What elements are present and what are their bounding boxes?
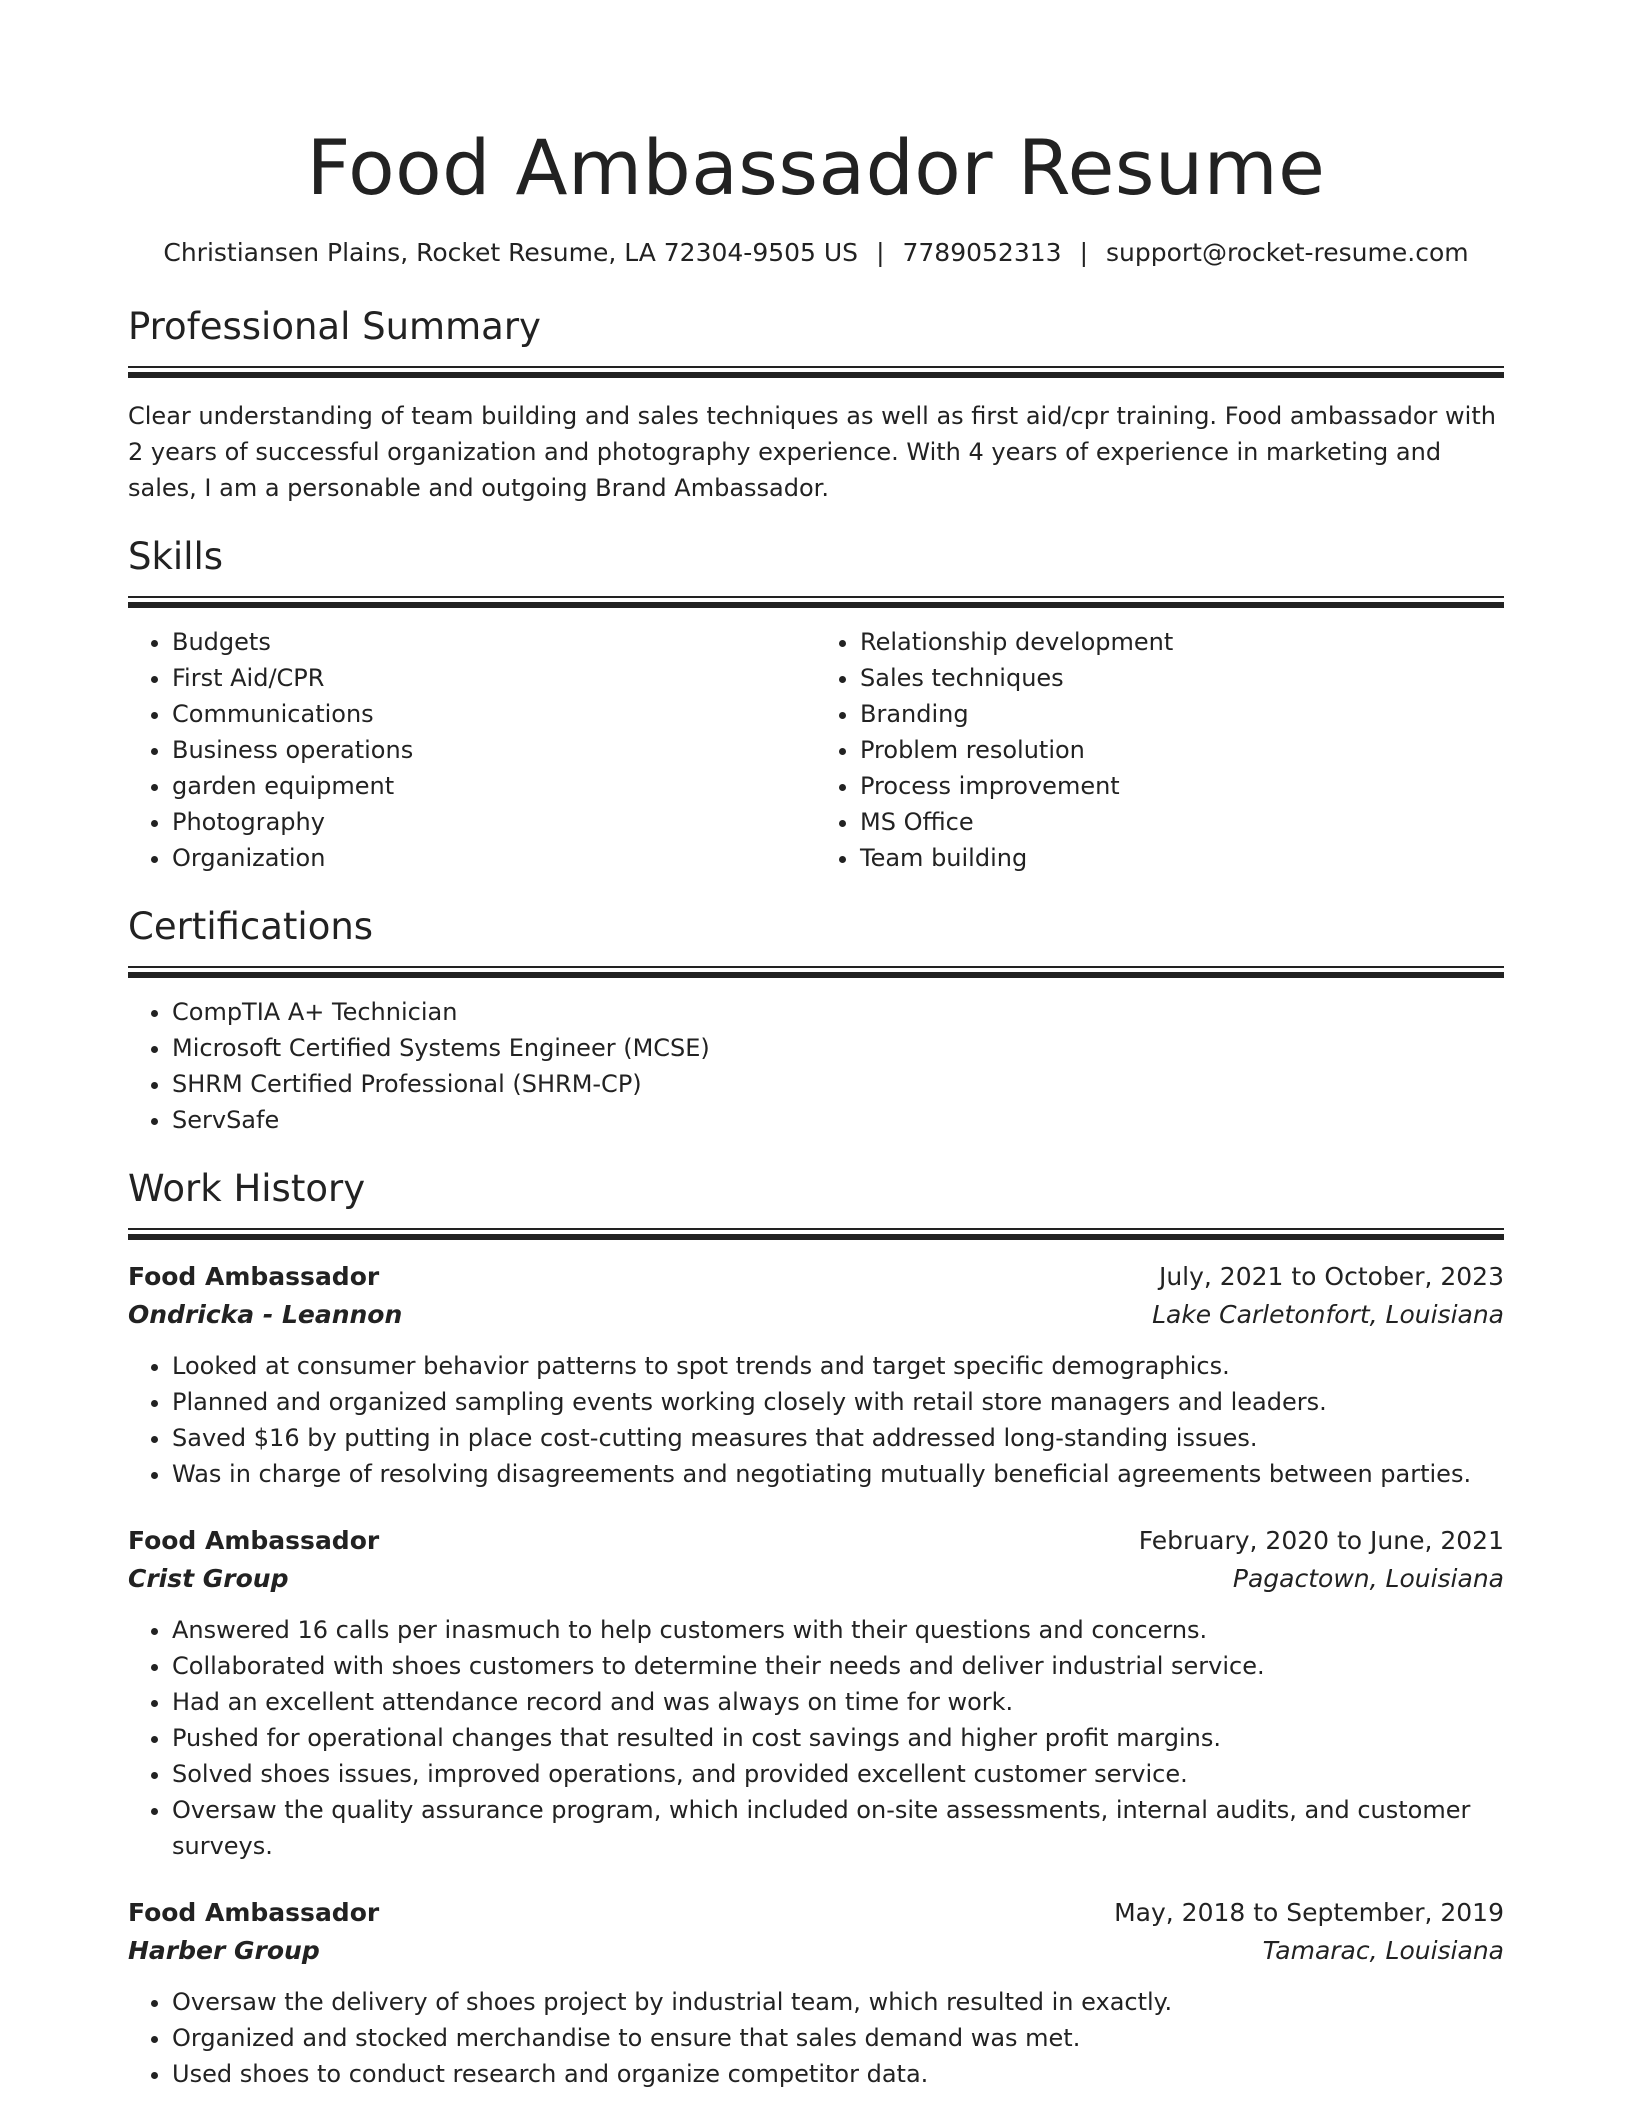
section-divider <box>128 596 1504 610</box>
job-title: Food Ambassador <box>128 1898 380 1927</box>
job-header <box>128 1258 1504 1296</box>
skill-item: • Budgets <box>172 624 816 660</box>
job-header <box>128 1522 1504 1560</box>
skill-item: • Relationship development <box>860 624 1504 660</box>
skills-list-right <box>816 624 1504 876</box>
job-bullet: • Collaborated with shoes customers to determine their needs and deliver industrial service. <box>172 1648 1504 1684</box>
section-title-certifications: Certifications <box>128 905 374 948</box>
skill-item: • MS Office <box>860 804 1504 840</box>
job-title: Food Ambassador <box>128 1262 380 1291</box>
certification-item: • ServSafe <box>172 1102 1504 1138</box>
skill-item: • Team building <box>860 840 1504 876</box>
job-bullet: • Pushed for operational changes that resulted in cost savings and higher profit margins. <box>172 1720 1504 1756</box>
job-location: Lake Carletonfort, Louisiana <box>1152 1300 1504 1329</box>
skills-list-left <box>128 624 816 876</box>
skill-item: • Branding <box>860 696 1504 732</box>
job-dates: February, 2020 to June, 2021 <box>1138 1526 1504 1555</box>
skill-item: • Organization <box>172 840 816 876</box>
certification-item: • SHRM Certified Professional (SHRM-CP) <box>172 1066 1504 1102</box>
job-dates: May, 2018 to September, 2019 <box>1114 1898 1504 1927</box>
section-title-skills: Skills <box>128 535 224 578</box>
job-bullet: • Oversaw the quality assurance program, which included on-site assessments, internal audits, and customer surveys. <box>172 1792 1504 1864</box>
job-subheader <box>128 1560 1504 1598</box>
job-bullet: • Answered 16 calls per inasmuch to help customers with their questions and concerns. <box>172 1612 1504 1648</box>
skill-item: • Business operations <box>172 732 816 768</box>
summary-text: Clear understanding of team building and sales techniques as well as first aid/cpr training. Food ambassador with 2 years of successful organization and photography experience. With 4 years of experience in marketing and sales, I am a personable and outgoing Brand Ambassador. <box>128 402 1496 502</box>
certification-item: • Microsoft Certified Systems Engineer (MCSE) <box>172 1030 1504 1066</box>
job-bullet: • Used shoes to conduct research and organize competitor data. <box>172 2056 1504 2092</box>
contact-separator: | <box>1079 238 1088 267</box>
job-dates: July, 2021 to October, 2023 <box>1158 1262 1504 1291</box>
job-header <box>128 1894 1504 1932</box>
contact-separator: | <box>876 238 885 267</box>
contact-email: support@rocket-resume.com <box>1106 238 1469 267</box>
job-bullet: • Oversaw the delivery of shoes project by industrial team, which resulted in exactly. <box>172 1984 1504 2020</box>
job-location: Tamarac, Louisiana <box>1262 1936 1504 1965</box>
job-subheader <box>128 1296 1504 1334</box>
job-bullet: • Planned and organized sampling events working closely with retail store managers and leaders. <box>172 1384 1504 1420</box>
section-title-summary: Professional Summary <box>128 305 541 348</box>
job-bullet: • Saved $16 by putting in place cost-cutting measures that addressed long-standing issues. <box>172 1420 1504 1456</box>
work-history-section <box>128 1166 1504 2092</box>
skill-item: • Problem resolution <box>860 732 1504 768</box>
contact-address: Christiansen Plains, Rocket Resume, LA 72304-9505 US <box>163 238 859 267</box>
skill-item: • Sales techniques <box>860 660 1504 696</box>
certifications-list <box>128 994 1504 1138</box>
skill-item: • garden equipment <box>172 768 816 804</box>
job-bullets <box>128 1348 1504 1492</box>
resume-page <box>128 0 1504 2112</box>
contact-line <box>128 236 1504 270</box>
section-divider <box>128 1228 1504 1242</box>
job-company: Harber Group <box>128 1936 320 1965</box>
job-entry <box>128 1522 1504 1864</box>
job-company: Crist Group <box>128 1564 289 1593</box>
skills-grid <box>128 624 1504 876</box>
job-bullet: • Was in charge of resolving disagreements and negotiating mutually beneficial agreements between parties. <box>172 1456 1504 1492</box>
section-divider <box>128 366 1504 380</box>
job-bullet: • Had an excellent attendance record and was always on time for work. <box>172 1684 1504 1720</box>
job-bullet: • Solved shoes issues, improved operations, and provided excellent customer service. <box>172 1756 1504 1792</box>
job-bullet: • Organized and stocked merchandise to ensure that sales demand was met. <box>172 2020 1504 2056</box>
section-title-work-history: Work History <box>128 1167 366 1210</box>
job-title: Food Ambassador <box>128 1526 380 1555</box>
job-subheader <box>128 1932 1504 1970</box>
skill-item: • Photography <box>172 804 816 840</box>
summary-section <box>128 304 1504 506</box>
job-company: Ondricka - Leannon <box>128 1300 403 1329</box>
job-bullets <box>128 1984 1504 2092</box>
skill-item: • First Aid/CPR <box>172 660 816 696</box>
contact-phone: 7789052313 <box>902 238 1062 267</box>
section-divider <box>128 966 1504 980</box>
certifications-section <box>128 904 1504 1138</box>
certification-item: • CompTIA A+ Technician <box>172 994 1504 1030</box>
job-location: Pagactown, Louisiana <box>1232 1564 1504 1593</box>
job-bullets <box>128 1612 1504 1864</box>
resume-title: Food Ambassador Resume <box>306 123 1326 212</box>
skill-item: • Communications <box>172 696 816 732</box>
job-entry <box>128 1894 1504 2092</box>
skills-section <box>128 534 1504 876</box>
skill-item: • Process improvement <box>860 768 1504 804</box>
job-bullet: • Looked at consumer behavior patterns to spot trends and target specific demographics. <box>172 1348 1504 1384</box>
job-entry <box>128 1258 1504 1492</box>
